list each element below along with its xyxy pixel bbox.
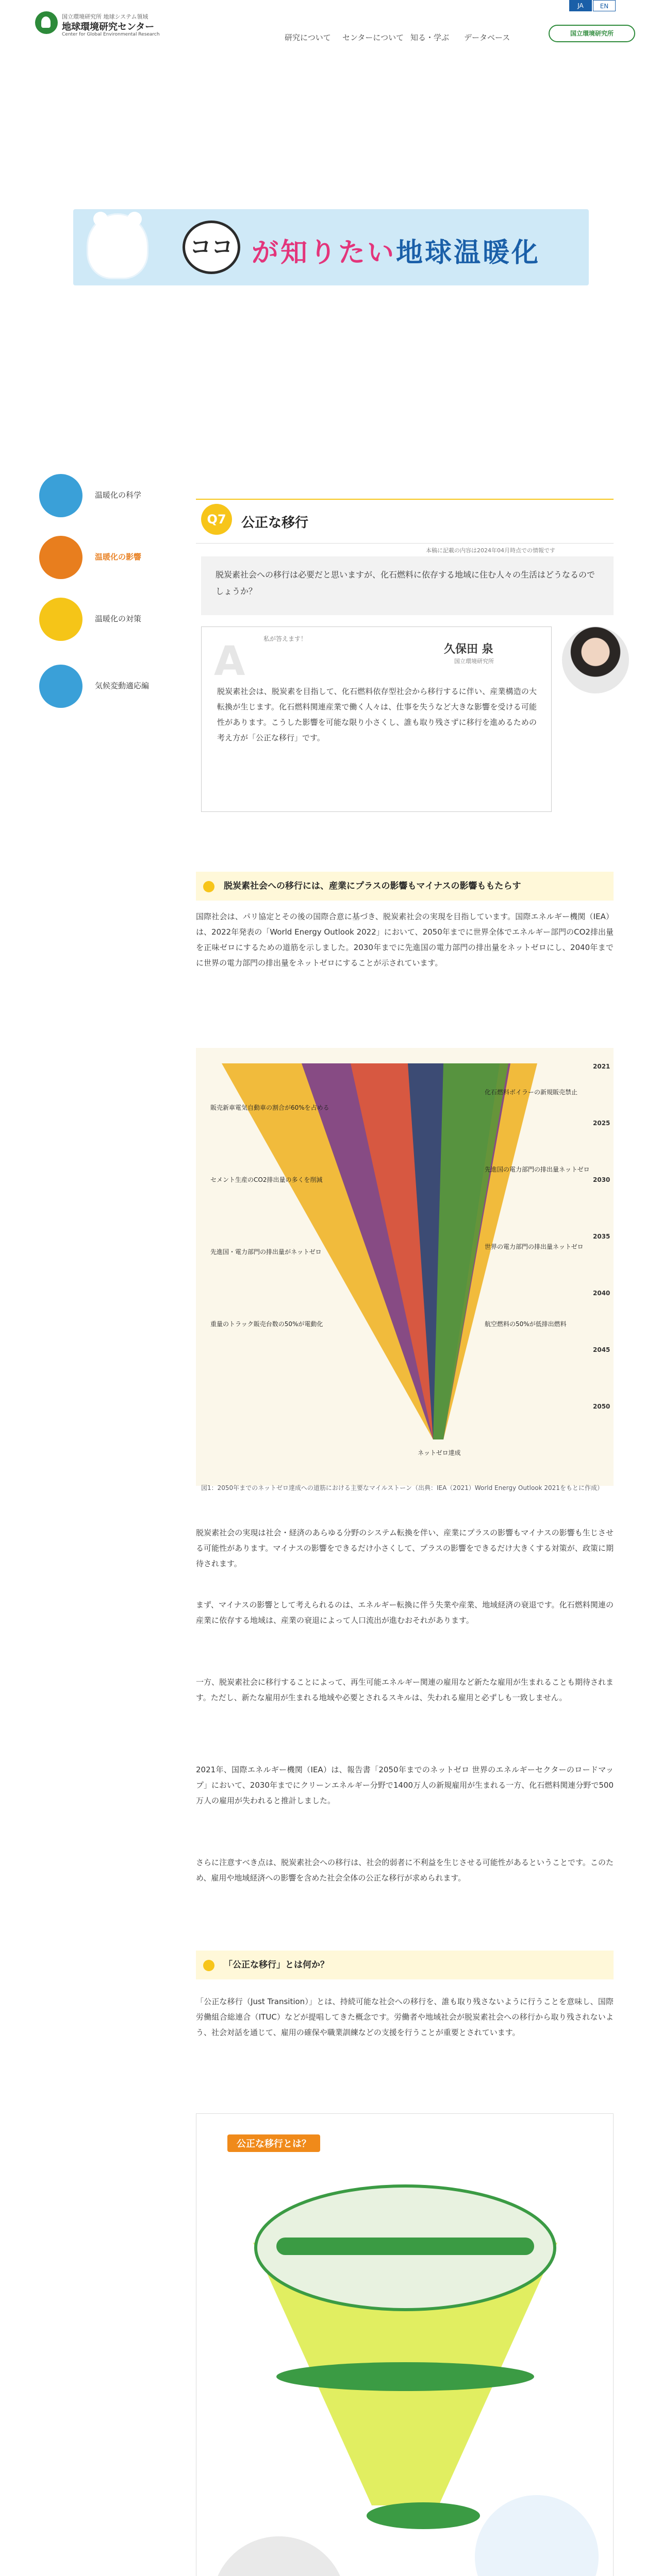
earth-hot-icon [39,536,82,579]
sidebar-label: 温暖化の対策 [95,614,142,623]
nav-database[interactable]: データベース [464,33,510,42]
year-tick: 2030 [593,1176,610,1183]
org-en: Center for Global Environmental Research [62,32,160,37]
sidebar-label: 温暖化の影響 [95,552,142,562]
paragraph-2: 脱炭素社会の実現は社会・経済のあらゆる分野のシステム転換を伴い、産業にプラスの影響もマイナスの影響も生じさせる可能性があります。マイナスの影響をできるだけ小さくして、プラスの影響をできるだけ大きくする対策が、政策に期待されます。 [196,1528,614,1568]
earth-umbrella-icon [39,665,82,708]
paragraph-3: まず、マイナスの影響として考えられるのは、エネルギー転換に伴う失業や産業、地域経済の衰退です。化石燃料関連の産業に依存する地域は、産業の衰退によって人口流出が進むおそれがあります。 [196,1600,614,1625]
nav-center[interactable]: センターについて [342,33,404,42]
year-tick: 2021 [593,1063,610,1070]
sidebar-label: 気候変動適応編 [95,681,150,690]
q-number-badge: Q7 [201,504,232,535]
sidebar-item-science[interactable] [39,474,194,515]
sidebar-item-adaptation[interactable] [39,665,194,706]
year-tick: 2040 [593,1290,610,1297]
section-heading-2: 「公正な移行」とは何か？ [196,1951,614,1979]
nies-link[interactable]: 国立環境研究所 [549,25,635,42]
earth-icon [39,474,82,517]
speech-bubble: ココ [183,221,240,274]
milestone-right-label: 先進国の電力部門の排出量ネットゼロ [485,1166,590,1173]
answer-text: 脱炭素社会は、脱炭素を目指して、化石燃料依存型社会から移行するに伴い、産業構造の大転換が生じます。化石燃料関連産業で働く人々は、仕事を失うなど大きな影響を受ける可能性があります。こうした影響を可能な限り小さくし、誰も取り残さずに移行を進めるための考え方が「公正な移行」です。 [217,687,537,742]
banner[interactable] [73,209,589,285]
title-divider [196,543,614,544]
banner-title: が知りたい地球温暖化 [252,238,541,268]
article-title: 公正な移行 [241,515,309,531]
paragraph-4: 一方、脱炭素社会に移行することによって、再生可能エネルギー関連の雇用など新たな雇用が生まれることも期待されます。ただし、新たな雇用が生まれる地域や必要とされるスキルは、失われる雇用と必ずしも一致しません。 [196,1677,614,1702]
print-note: 本稿に記載の内容は2024年04月時点での情報です [426,547,555,554]
lang-en-button[interactable]: EN [593,0,616,11]
hero [0,46,662,407]
year-tick: 2035 [593,1233,610,1240]
org-small: 国立環境研究所 地球システム領域 [62,13,148,20]
milestone-left-label: 先進国・電力部門の排出量がネットゼロ [210,1248,322,1256]
top-rule [196,499,614,500]
chart-caption: 図1：2050年までのネットゼロ達成への道筋における主要なマイルストーン（出典：IEA（2021）World Energy Outlook 2021をもとに作成） [201,1484,603,1492]
nav-research[interactable]: 研究について [285,33,331,42]
lang-ja-button[interactable]: JA [569,0,592,11]
sidebar-item-impact[interactable] [39,536,194,577]
year-tick: 2025 [593,1120,610,1127]
milestone-left-label: 重量のトラック販売台数の50%が電動化 [210,1320,323,1328]
diagram-title: 公正な移行とは？ [227,2134,320,2152]
answerer-label: 私が答えます！ [263,635,307,642]
earth-sun-icon [39,598,82,641]
milestone-left-label: セメント生産のCO2排出量の多くを削減 [210,1176,323,1183]
bullet-icon [203,1960,214,1971]
answerer-name: 久保田 泉 [444,643,493,656]
org-name[interactable]: 地球環境研究センター [62,22,155,32]
milestone-chart [196,1048,614,1486]
paragraph-1: 国際社会は、パリ協定とその後の国際合意に基づき、脱炭素社会の実現を目指しています。国際エネルギー機関（IEA）は、2022年発表の「World Energy Outlook 2022」において、2050年までに世界全体でエネルギー部門のCO2排出量を正味ゼロにするための道筋を示しました。2030年までに先進国の電力部門の排出量をネットゼロにし、2040年までに世界の電力部門の排出量をネットゼロにすることが示されています。 [196,912,614,968]
sidebar-label: 温暖化の科学 [95,490,142,500]
sidebar-item-measures[interactable] [39,598,194,639]
question-box: 脱炭素社会への移行は必要だと思いますが、化石燃料に依存する地域に住む人々の生活はどうなるのでしょうか？ [201,556,614,615]
year-tick: 2050 [593,1403,610,1410]
answer-a-mark: A [214,638,245,685]
site-header [0,0,662,46]
milestone-right-label: 世界の電力部門の排出量ネットゼロ [485,1243,584,1250]
bottom-label: ネットゼロ達成 [418,1449,461,1456]
milestone-right-label: 航空燃料の50%が低排出燃料 [485,1320,567,1328]
paragraph-6: さらに注意すべき点は、脱炭素社会への移行は、社会的弱者に不利益を生じさせる可能性があるということです。このため、雇用や地域経済への影響を含めた社会全体の公正な移行が求められます。 [196,1858,614,1883]
answerer-avatar [562,626,629,693]
cger-logo-icon[interactable] [35,11,58,34]
paragraph-7: 「公正な移行（Just Transition）」とは、持続可能な社会への移行を、誰も取り残さないように行うことを意味し、国際労働組合総連合（ITUC）などが提唱してきた概念です。労働者や地域社会が脱炭素社会への移行から取り残されないよう、社会対話を通じて、雇用の確保や職業訓練などの支援を行うことが重要とされています。 [196,1997,614,2037]
bullet-icon [203,881,214,892]
nav-learn[interactable]: 知る・学ぶ [410,33,450,42]
answer-box [201,626,552,812]
diagram-svg [196,2114,614,2576]
chart-band [433,1063,508,1439]
year-tick: 2045 [593,1346,610,1353]
answerer-affil: 国立環境研究所 [454,658,494,665]
paragraph-5: 2021年、国際エネルギー機関（IEA）は、報告書「2050年までのネットゼロ 世界のエネルギーセクターのロードマップ」において、2030年までにクリーンエネルギー分野で1400万人の新規雇用が生まれる一方、化石燃料関連分野で500万人の雇用が失われると推計しました。 [196,1765,614,1805]
chart-svg [196,1048,614,1486]
milestone-right-label: 化石燃料ボイラーの新規販売禁止 [485,1089,578,1096]
polar-bear-icon [87,213,148,279]
milestone-left-label: 販売新車電気自動車の割合が60%を占める [210,1104,329,1111]
section-heading-1: 脱炭素社会への移行には、産業にプラスの影響もマイナスの影響ももたらす [196,872,614,901]
just-transition-diagram [196,2113,614,2576]
